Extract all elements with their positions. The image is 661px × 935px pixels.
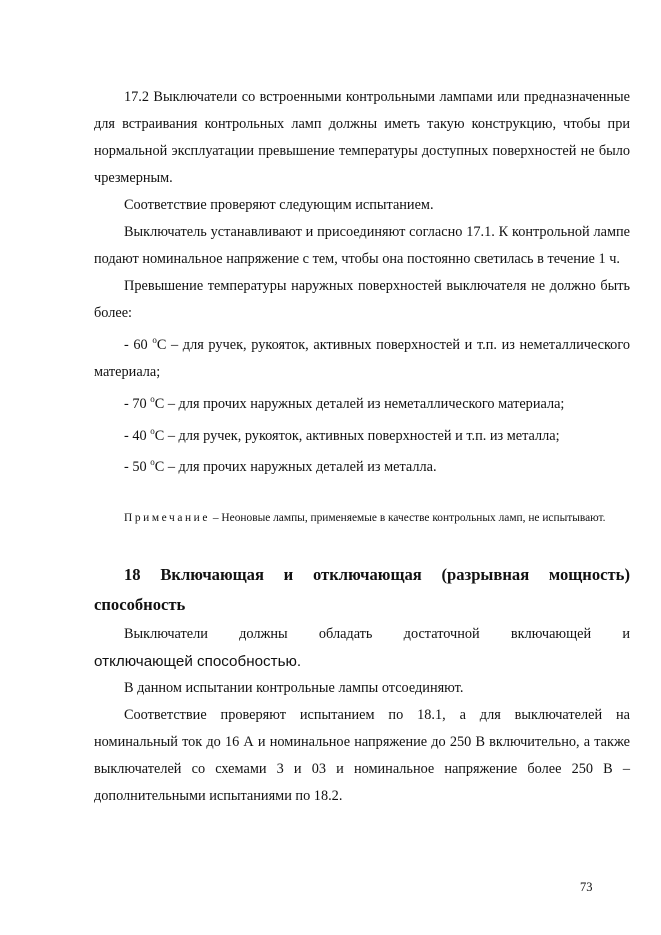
paragraph-temperature-limit-intro: Превышение температуры наружных поверхностей выключателя не должно быть более: <box>94 278 630 321</box>
limit-item: - 40 $^o$C – для ручек, рукояток, активных поверхностей и т.п. из металла; <box>124 425 560 444</box>
limit-item: - 70 $^o$C – для прочих наружных деталей из неметаллического материала; <box>124 393 565 412</box>
section-18-heading: 18 Включающая и отключающая (разрывная мощность) способность <box>94 565 630 615</box>
paragraph-18-lamps: В данном испытании контрольные лампы отсоединяют. <box>124 680 464 697</box>
note-label: Примечание <box>124 512 211 525</box>
note <box>94 507 630 530</box>
paragraph-compliance-check: Соответствие проверяют следующим испытанием. <box>124 197 434 213</box>
paragraph-17-2: 17.2 Выключатели со встроенными контрольными лампами или предназначенные для встраивания контрольных ламп должны иметь такую конструкцию, чтобы при нормальной эксплуатации превышение температуры доступных поверхностей не было чрезмерным. <box>94 89 630 186</box>
paragraph-18-compliance: Соответствие проверяют испытанием по 18.1, а для выключателей на номинальный ток до 16 А и номинальное напряжение до 250 В включительно, а также выключателей со схемами 3 и 03 и номинальное напряжение более 250 В – дополнительными испытаниями по 18.2. <box>94 707 630 805</box>
note-text: – Неоновые лампы, применяемые в качестве контрольных ламп, не испытывают. <box>210 512 606 525</box>
paragraph-18-a: Выключатели должны обладать достаточной включающей и <box>124 626 630 643</box>
document-page <box>94 84 630 810</box>
limit-item: - 50 $^o$C – для прочих наружных деталей из металла. <box>124 457 437 476</box>
limit-item: - 60 $^o$C – для ручек, рукояток, активных поверхностей и т.п. из неметаллического материала; <box>94 335 630 380</box>
page-number: 73 <box>580 880 593 894</box>
paragraph-test-procedure: Выключатель устанавливают и присоединяют согласно 17.1. К контрольной лампе подают номинальное напряжение с тем, чтобы она постоянно светилась в течение 1 ч. <box>94 224 630 267</box>
paragraph-18-b: отключающей способностью. <box>94 653 302 671</box>
